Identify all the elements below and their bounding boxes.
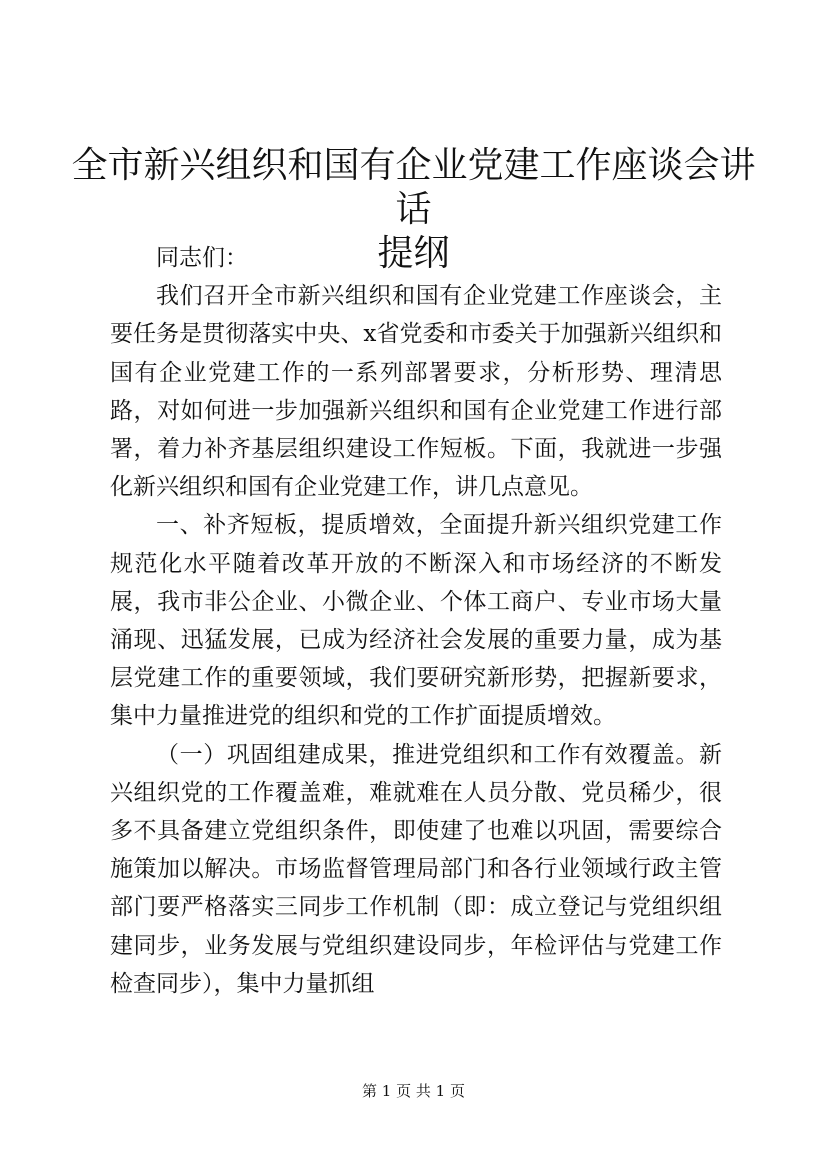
- greeting: 同志们：: [156, 245, 248, 271]
- paragraph-section-1: 一、补齐短板，提质增效，全面提升新兴组织党建工作规范化水平随着改革开放的不断深入和市场经济的不断发展，我市非公企业、小微企业、个体工商户、专业市场大量涌现、迅猛发展，已成为经济社会发展的重要力量，成为基层党建工作的重要领域，我们要研究新形势，把握新要求，集中力量推进党的组织和党的工作扩面提质增效。: [110, 512, 722, 730]
- title-line-1: 全市新兴组织和国有企业党建工作座谈会讲话: [71, 145, 756, 230]
- title-line-2: 提纲: [377, 233, 450, 274]
- document-body: [110, 239, 722, 1003]
- paragraph-subsection-1: （一）巩固组建成果，推进党组织和工作有效覆盖。新兴组织党的工作覆盖难，难就难在人员分散、党员稀少，很多不具备建立党组织条件，即使建了也难以巩固，需要综合施策加以解决。市场监督管理局部门和各行业领域行政主管部门要严格落实三同步工作机制（即：成立登记与党组织组建同步，业务发展与党组织建设同步，年检评估与党建工作检查同步），集中力量抓组: [110, 741, 722, 997]
- paragraph-intro: 我们召开全市新兴组织和国有企业党建工作座谈会，主要任务是贯彻落实中央、x省党委和市委关于加强新兴组织和国有企业党建工作的一系列部署要求，分析形势、理清思路，对如何进一步加强新兴组织和国有企业党建工作进行部署，着力补齐基层组织建设工作短板。下面，我就进一步强化新兴组织和国有企业党建工作，讲几点意见。: [110, 283, 722, 501]
- page-footer: 第 1 页 共 1 页: [362, 1082, 465, 1100]
